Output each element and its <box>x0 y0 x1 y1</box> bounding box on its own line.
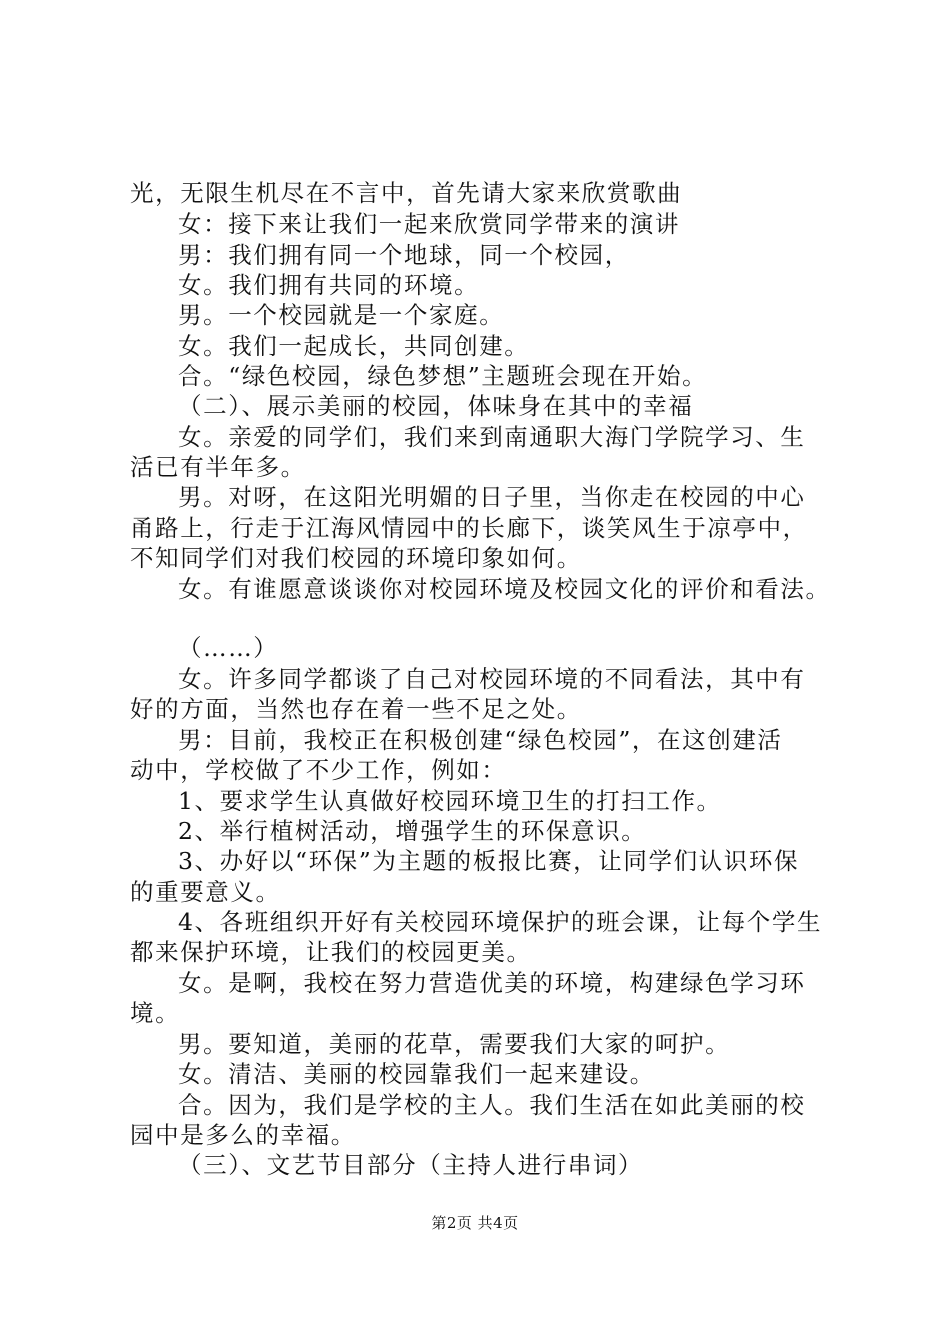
text-line: 女。清洁、美丽的校园靠我们一起来建设。 <box>178 1060 655 1088</box>
text-line: 男。对呀，在这阳光明媚的日子里，当你走在校园的中心 <box>178 483 806 511</box>
text-line: 女：接下来让我们一起来欣赏同学带来的演讲 <box>178 210 680 238</box>
text-line: 合。因为，我们是学校的主人。我们生活在如此美丽的校 <box>178 1091 806 1119</box>
page-number: 第2页 共4页 <box>431 1214 519 1232</box>
text-line: 女。亲爱的同学们，我们来到南通职大海门学院学习、生 <box>178 423 806 451</box>
text-line: 活已有半年多。 <box>130 453 306 481</box>
text-line: 不知同学们对我们校园的环境印象如何。 <box>130 544 582 572</box>
list-item: 2、举行植树活动，增强学生的环保意识。 <box>178 817 647 845</box>
text-line: 的重要意义。 <box>130 878 281 906</box>
section-heading: （二）、展示美丽的校园，体味身在其中的幸福 <box>178 392 694 420</box>
text-line: 男。一个校园就是一个家庭。 <box>178 301 505 329</box>
text-line: 光，无限生机尽在不言中，首先请大家来欣赏歌曲 <box>130 179 683 207</box>
section-heading: （三）、文艺节目部分（主持人进行串词） <box>178 1151 644 1179</box>
list-item: 3、办好以“环保”为主题的板报比赛，让同学们认识环保 <box>178 847 800 875</box>
text-line: 好的方面，当然也存在着一些不足之处。 <box>130 695 582 723</box>
list-item: 1、要求学生认真做好校园环境卫生的打扫工作。 <box>178 787 722 815</box>
text-line: 女。许多同学都谈了自己对校园环境的不同看法，其中有 <box>178 665 806 693</box>
text-line: 都来保护环境，让我们的校园更美。 <box>130 938 532 966</box>
text-line: 境。 <box>130 999 181 1027</box>
text-line: 合。“绿色校园，绿色梦想”主题班会现在开始。 <box>178 362 708 390</box>
text-line: 甬路上，行走于江海风情园中的长廊下，谈笑风生于凉亭中， <box>130 514 808 542</box>
text-line: 动中，学校做了不少工作，例如： <box>130 756 507 784</box>
text-line: 女。是啊，我校在努力营造优美的环境，构建绿色学习环 <box>178 969 806 997</box>
text-line: 女。我们一起成长，共同创建。 <box>178 332 530 360</box>
text-line: （……） <box>178 634 279 662</box>
text-line: 男：目前，我校正在积极创建“绿色校园”，在这创建活 <box>178 726 783 754</box>
text-line: 园中是多么的幸福。 <box>130 1121 356 1149</box>
list-item: 4、各班组织开好有关校园环境保护的班会课，让每个学生 <box>178 908 823 936</box>
text-line: 男。要知道，美丽的花草，需要我们大家的呵护。 <box>178 1030 731 1058</box>
text-line: 男：我们拥有同一个地球，同一个校园， <box>178 241 630 269</box>
text-line: 女。有谁愿意谈谈你对校园环境及校园文化的评价和看法。 <box>178 575 831 603</box>
text-line: 女。我们拥有共同的环境。 <box>178 271 480 299</box>
